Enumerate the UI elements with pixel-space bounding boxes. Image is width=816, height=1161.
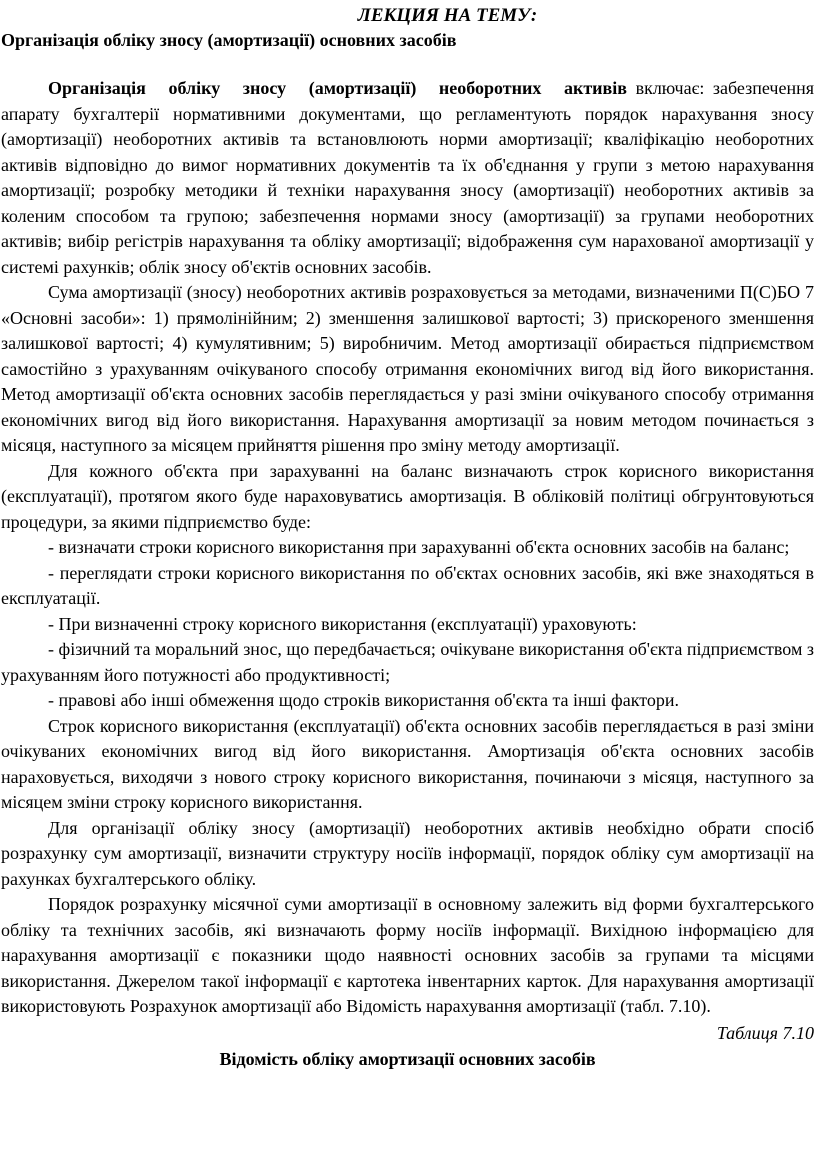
list-item-1: - визначати строки корисного використання при зарахуванні об'єкта основних засобів на баланс; [48,537,790,557]
list-item-2: - переглядати строки корисного використання по об'єктах основних засобів, які вже знаходяться в експлуатації. [1,562,814,608]
paragraph-1 [1,76,814,280]
paragraph-3: Для кожного об'єкта при зарахуванні на баланс визначають строк корисного використання (експлуатації), протягом якого буде нараховуватись амортизація. В обліковій політиці обгрунтовуються процедури, за якими підприємство буде: [1,460,814,532]
list-item-4: - фізичний та моральний знос, що передбачається; очікуване використання об'єкта підприємством з урахуванням його потужності або продуктивності; [1,639,814,685]
paragraph-1-lead: Організація обліку зносу (амортизації) необоротних активів [48,78,627,98]
list-item-5: - правові або інші обмеження щодо строків використання об'єкта та інші фактори. [48,690,679,710]
table-title: Відомість обліку амортизації основних засобів [219,1048,596,1069]
paragraph-1-text: включає: забезпечення апарату бухгалтерії нормативними документами, що регламентують порядок нарахування зносу (амортизації) необоротних активів та встановлюють норми амортизації; кваліфікацію необоротних активів відповідно до вимог нормативних документів та їх об'єднання у групи з метою нарахування амортизації; розробку методики й техніки нарахування зносу (амортизації) необоротних активів за коленим способом та групою; забезпечення нормами зносу (амортизації) за групами необоротних активів; вибір регістрів нарахування та обліку амортизації; відображення сум нарахованої амортизації у системі рахунків; облік зносу об'єктів основних засобів. [1,78,815,277]
paragraph-2: Сума амортизації (зносу) необоротних активів розраховується за методами, визначеними П(С)БО 7 «Основні засоби»: 1) прямолінійним; 2) зменшення залишкової вартості; 3) прискореного зменшення залишкової вартості; 4) кумулятивним; 5) виробничим. Метод амортизації обирається підприємством самостійно з урахуванням очікуваного способу отримання економічних вигод від його використання. Метод амортизації об'єкта основних засобів переглядається у разі зміни очікуваного способу отримання економічних вигод від його використання. Нарахування амортизації за новим методом починається з місяця, наступного за місяцем прийняття рішення про зміну методу амортизації. [1,282,814,455]
page-subtitle: Організація обліку зносу (амортизації) основних засобів [1,30,457,50]
page-title: ЛЕКЦИЯ НА ТЕМУ: [357,5,538,26]
table-caption: Таблиця 7.10 [716,1022,814,1043]
paragraph-5: Для організації обліку зносу (амортизації) необоротних активів необхідно обрати спосіб розрахунку сум амортизації, визначити структуру носіїв інформації, порядок обліку сум амортизації на рахунках бухгалтерського обліку. [1,817,814,889]
list-item-3: - При визначенні строку корисного використання (експлуатації) ураховують: [48,613,637,634]
document-page [0,4,816,1072]
paragraph-4: Строк корисного використання (експлуатації) об'єкта основних засобів переглядається в разі зміни очікуваних економічних вигод від його використання. Амортизація об'єкта основних засобів нараховується, виходячи з нового строку корисного використання, починаючи з місяця, наступного за місяцем зміни строку корисного використання. [1,715,814,812]
paragraph-6: Порядок розрахунку місячної суми амортизації в основному залежить від форми бухгалтерського обліку та технічних засобів, які визначають форму носіїв інформації. Вихідною інформацією для нарахування амортизації є показники щодо наявності основних засобів за групами та місцями використання. Джерелом такої інформації є картотека інвентарних карток. Для нарахування амортизації використовують Розрахунок амортизації або Відомість нарахування амортизації (табл. 7.10). [1,894,814,1016]
